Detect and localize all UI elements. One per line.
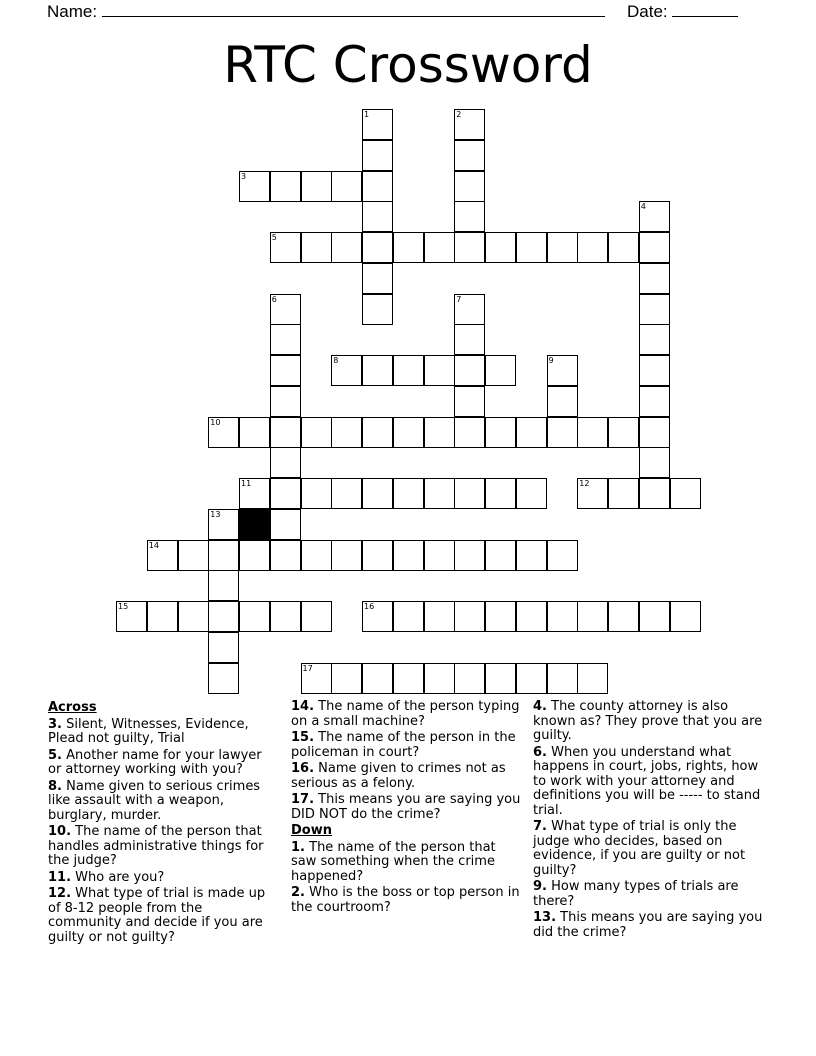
clue-across-3: 3. Silent, Witnesses, Evidence, Plead not guilty, Trial bbox=[48, 716, 249, 746]
grid-cell[interactable] bbox=[424, 540, 455, 571]
grid-cell[interactable] bbox=[516, 540, 547, 571]
grid-cell[interactable] bbox=[270, 447, 301, 478]
grid-cell[interactable] bbox=[178, 540, 209, 571]
across-heading: Across bbox=[48, 700, 97, 715]
grid-cell[interactable] bbox=[454, 540, 485, 571]
grid-cell[interactable] bbox=[454, 478, 485, 509]
clue-across-17: 17. This means you are saying you DID NOT do the crime? bbox=[291, 792, 521, 822]
grid-cell[interactable] bbox=[424, 355, 455, 386]
grid-cell[interactable] bbox=[362, 540, 393, 571]
grid-cell[interactable] bbox=[362, 201, 393, 232]
date-label: Date: bbox=[627, 2, 668, 21]
clue-number: 6 bbox=[271, 294, 277, 304]
grid-cell[interactable] bbox=[301, 601, 332, 632]
clue-down-7: 7. What type of trial is only the judge who decides, based on evidence, if you are guilty or not guilty? bbox=[533, 819, 746, 878]
grid-cell[interactable] bbox=[516, 417, 547, 448]
clue-across-11: 11. Who are you? bbox=[48, 869, 165, 885]
grid-cell[interactable] bbox=[331, 663, 362, 694]
grid-cell[interactable] bbox=[393, 417, 424, 448]
grid-cell[interactable] bbox=[639, 355, 670, 386]
grid-cell[interactable] bbox=[424, 601, 455, 632]
grid-cell[interactable] bbox=[301, 417, 332, 448]
grid-cell[interactable] bbox=[331, 540, 362, 571]
grid-cell[interactable] bbox=[270, 171, 301, 202]
grid-cell[interactable] bbox=[362, 417, 393, 448]
grid-cell[interactable] bbox=[670, 478, 701, 509]
grid-cell[interactable] bbox=[547, 663, 578, 694]
grid-cell[interactable] bbox=[331, 417, 362, 448]
grid-cell[interactable] bbox=[301, 171, 332, 202]
clue-number: 8 bbox=[333, 356, 339, 365]
grid-cell[interactable] bbox=[362, 263, 393, 294]
grid-cell[interactable] bbox=[301, 478, 332, 509]
grid-cell[interactable] bbox=[362, 355, 393, 386]
grid-cell[interactable] bbox=[454, 294, 485, 325]
grid-cell[interactable] bbox=[331, 355, 362, 386]
grid-cell[interactable] bbox=[424, 417, 455, 448]
grid-cell[interactable] bbox=[208, 570, 239, 601]
clue-number: 3 bbox=[241, 171, 247, 181]
grid-cell[interactable] bbox=[239, 540, 270, 571]
grid-cell[interactable] bbox=[331, 478, 362, 509]
grid-cell[interactable] bbox=[547, 601, 578, 632]
grid-cell[interactable] bbox=[393, 601, 424, 632]
grid-cell[interactable] bbox=[362, 663, 393, 694]
grid-cell[interactable] bbox=[147, 601, 178, 632]
clue-column-1 bbox=[48, 700, 273, 947]
grid-cell[interactable] bbox=[485, 478, 516, 509]
clue-number: 16 bbox=[364, 602, 375, 611]
grid-cell[interactable] bbox=[301, 663, 332, 694]
grid-cell[interactable] bbox=[270, 232, 301, 263]
grid-cell[interactable] bbox=[208, 417, 239, 448]
grid-cell[interactable] bbox=[454, 417, 485, 448]
name-label: Name: bbox=[47, 2, 98, 21]
grid-cell[interactable] bbox=[485, 540, 516, 571]
grid-cell[interactable] bbox=[639, 201, 670, 232]
clue-across-8: 8. Name given to serious crimes like assault with a weapon, burglary, murder. bbox=[48, 778, 261, 823]
grid-cell[interactable] bbox=[547, 417, 578, 448]
grid-cell[interactable] bbox=[485, 663, 516, 694]
clue-number: 11 bbox=[241, 479, 252, 488]
grid-cell[interactable] bbox=[608, 478, 639, 509]
grid-cell[interactable] bbox=[362, 294, 393, 325]
clue-number: 15 bbox=[118, 602, 129, 611]
grid-cell[interactable] bbox=[454, 171, 485, 202]
grid-cell[interactable] bbox=[454, 201, 485, 232]
grid-cell[interactable] bbox=[270, 355, 301, 386]
grid-cell[interactable] bbox=[393, 540, 424, 571]
grid-cell[interactable] bbox=[147, 540, 178, 571]
grid-cell[interactable] bbox=[577, 478, 608, 509]
clue-across-15: 15. The name of the person in the policeman in court? bbox=[291, 730, 516, 760]
grid-cell[interactable] bbox=[362, 140, 393, 171]
grid-cell[interactable] bbox=[516, 232, 547, 263]
grid-cell[interactable] bbox=[301, 232, 332, 263]
page-title: RTC Crossword bbox=[223, 36, 593, 94]
grid-cell[interactable] bbox=[516, 663, 547, 694]
clue-across-12: 12. What type of trial is made up of 8-12 people from the community and decide if you are guilty or not guilty? bbox=[48, 886, 266, 945]
grid-cell[interactable] bbox=[270, 540, 301, 571]
grid-cell[interactable] bbox=[670, 601, 701, 632]
grid-cell[interactable] bbox=[301, 540, 332, 571]
grid-cell[interactable] bbox=[485, 232, 516, 263]
clue-number: 1 bbox=[364, 110, 370, 119]
clue-column-3 bbox=[533, 700, 765, 942]
clue-across-10: 10. The name of the person that handles administrative things for the judge? bbox=[48, 824, 264, 868]
grid-block bbox=[239, 509, 270, 540]
grid-cell[interactable] bbox=[362, 171, 393, 202]
grid-cell[interactable] bbox=[454, 355, 485, 386]
grid-cell[interactable] bbox=[393, 355, 424, 386]
grid-cell[interactable] bbox=[178, 601, 209, 632]
grid-cell[interactable] bbox=[362, 232, 393, 263]
grid-cell[interactable] bbox=[577, 601, 608, 632]
clue-number: 14 bbox=[148, 540, 159, 550]
grid-cell[interactable] bbox=[454, 601, 485, 632]
grid-cell[interactable] bbox=[547, 232, 578, 263]
grid-cell[interactable] bbox=[270, 294, 301, 325]
clue-number: 10 bbox=[210, 417, 221, 427]
grid-cell[interactable] bbox=[608, 601, 639, 632]
grid-cell[interactable] bbox=[270, 478, 301, 509]
grid-cell[interactable] bbox=[362, 109, 393, 140]
grid-cell[interactable] bbox=[639, 294, 670, 325]
grid-cell[interactable] bbox=[547, 355, 578, 386]
grid-cell[interactable] bbox=[239, 478, 270, 509]
grid-cell[interactable] bbox=[393, 478, 424, 509]
grid-cell[interactable] bbox=[454, 109, 485, 140]
grid-cell[interactable] bbox=[270, 417, 301, 448]
grid-cell[interactable] bbox=[239, 601, 270, 632]
grid-cell[interactable] bbox=[393, 663, 424, 694]
grid-cell[interactable] bbox=[454, 140, 485, 171]
clue-down-2: 2. Who is the boss or top person in the courtroom? bbox=[291, 885, 520, 915]
grid-cell[interactable] bbox=[639, 601, 670, 632]
grid-cell[interactable] bbox=[208, 601, 239, 632]
grid-cell[interactable] bbox=[516, 601, 547, 632]
clue-down-6: 6. When you understand what happens in court, jobs, rights, how to work with your attorney and definitions you will be ----- to stand trial. bbox=[533, 744, 761, 818]
grid-cell[interactable] bbox=[424, 232, 455, 263]
grid-cell[interactable] bbox=[485, 601, 516, 632]
clue-down-4: 4. The county attorney is also known as? They prove that you are guilty. bbox=[533, 699, 763, 743]
grid-cell[interactable] bbox=[485, 417, 516, 448]
grid-cell[interactable] bbox=[639, 478, 670, 509]
grid-cell[interactable] bbox=[608, 417, 639, 448]
clue-down-1: 1. The name of the person that saw something when the crime happened? bbox=[291, 839, 496, 884]
grid-cell[interactable] bbox=[454, 663, 485, 694]
grid-cell[interactable] bbox=[208, 663, 239, 694]
grid-cell[interactable] bbox=[331, 232, 362, 263]
grid-cell[interactable] bbox=[485, 355, 516, 386]
clue-column-2 bbox=[291, 700, 523, 917]
clue-number: 2 bbox=[456, 110, 462, 119]
grid-cell[interactable] bbox=[639, 324, 670, 355]
grid-cell[interactable] bbox=[208, 540, 239, 571]
grid-cell[interactable] bbox=[270, 509, 301, 540]
grid-cell[interactable] bbox=[362, 478, 393, 509]
grid-cell[interactable] bbox=[639, 232, 670, 263]
grid-cell[interactable] bbox=[208, 632, 239, 663]
grid-cell[interactable] bbox=[547, 540, 578, 571]
grid-cell[interactable] bbox=[639, 386, 670, 417]
grid-cell[interactable] bbox=[239, 171, 270, 202]
grid-cell[interactable] bbox=[454, 386, 485, 417]
clue-number: 5 bbox=[271, 233, 277, 242]
grid-cell[interactable] bbox=[393, 232, 424, 263]
grid-cell[interactable] bbox=[608, 232, 639, 263]
grid-cell[interactable] bbox=[270, 324, 301, 355]
grid-cell[interactable] bbox=[424, 663, 455, 694]
grid-cell[interactable] bbox=[362, 601, 393, 632]
grid-cell[interactable] bbox=[547, 386, 578, 417]
clue-across-16: 16. Name given to crimes not as serious as a felony. bbox=[291, 761, 506, 791]
grid-cell[interactable] bbox=[577, 417, 608, 448]
clue-number: 7 bbox=[456, 294, 462, 304]
grid-cell[interactable] bbox=[208, 509, 239, 540]
grid-cell[interactable] bbox=[424, 478, 455, 509]
grid-cell[interactable] bbox=[639, 447, 670, 478]
grid-cell[interactable] bbox=[270, 601, 301, 632]
grid-cell[interactable] bbox=[331, 171, 362, 202]
clue-down-9: 9. How many types of trials are there? bbox=[533, 879, 739, 909]
grid-cell[interactable] bbox=[577, 232, 608, 263]
clue-number: 4 bbox=[640, 202, 646, 212]
clue-down-13: 13. This means you are saying you did the crime? bbox=[533, 910, 763, 940]
grid-cell[interactable] bbox=[270, 386, 301, 417]
grid-cell[interactable] bbox=[116, 601, 147, 632]
grid-cell[interactable] bbox=[454, 232, 485, 263]
clue-number: 13 bbox=[210, 509, 221, 519]
clue-number: 17 bbox=[302, 663, 313, 673]
grid-cell[interactable] bbox=[454, 324, 485, 355]
grid-cell[interactable] bbox=[577, 663, 608, 694]
grid-cell[interactable] bbox=[639, 263, 670, 294]
grid-cell[interactable] bbox=[639, 417, 670, 448]
clue-number: 9 bbox=[548, 356, 554, 365]
down-heading: Down bbox=[291, 823, 332, 838]
grid-cell[interactable] bbox=[239, 417, 270, 448]
clue-number: 12 bbox=[579, 479, 590, 488]
clue-across-14: 14. The name of the person typing on a small machine? bbox=[291, 699, 520, 729]
grid-cell[interactable] bbox=[516, 478, 547, 509]
clue-across-5: 5. Another name for your lawyer or attorney working with you? bbox=[48, 747, 262, 777]
